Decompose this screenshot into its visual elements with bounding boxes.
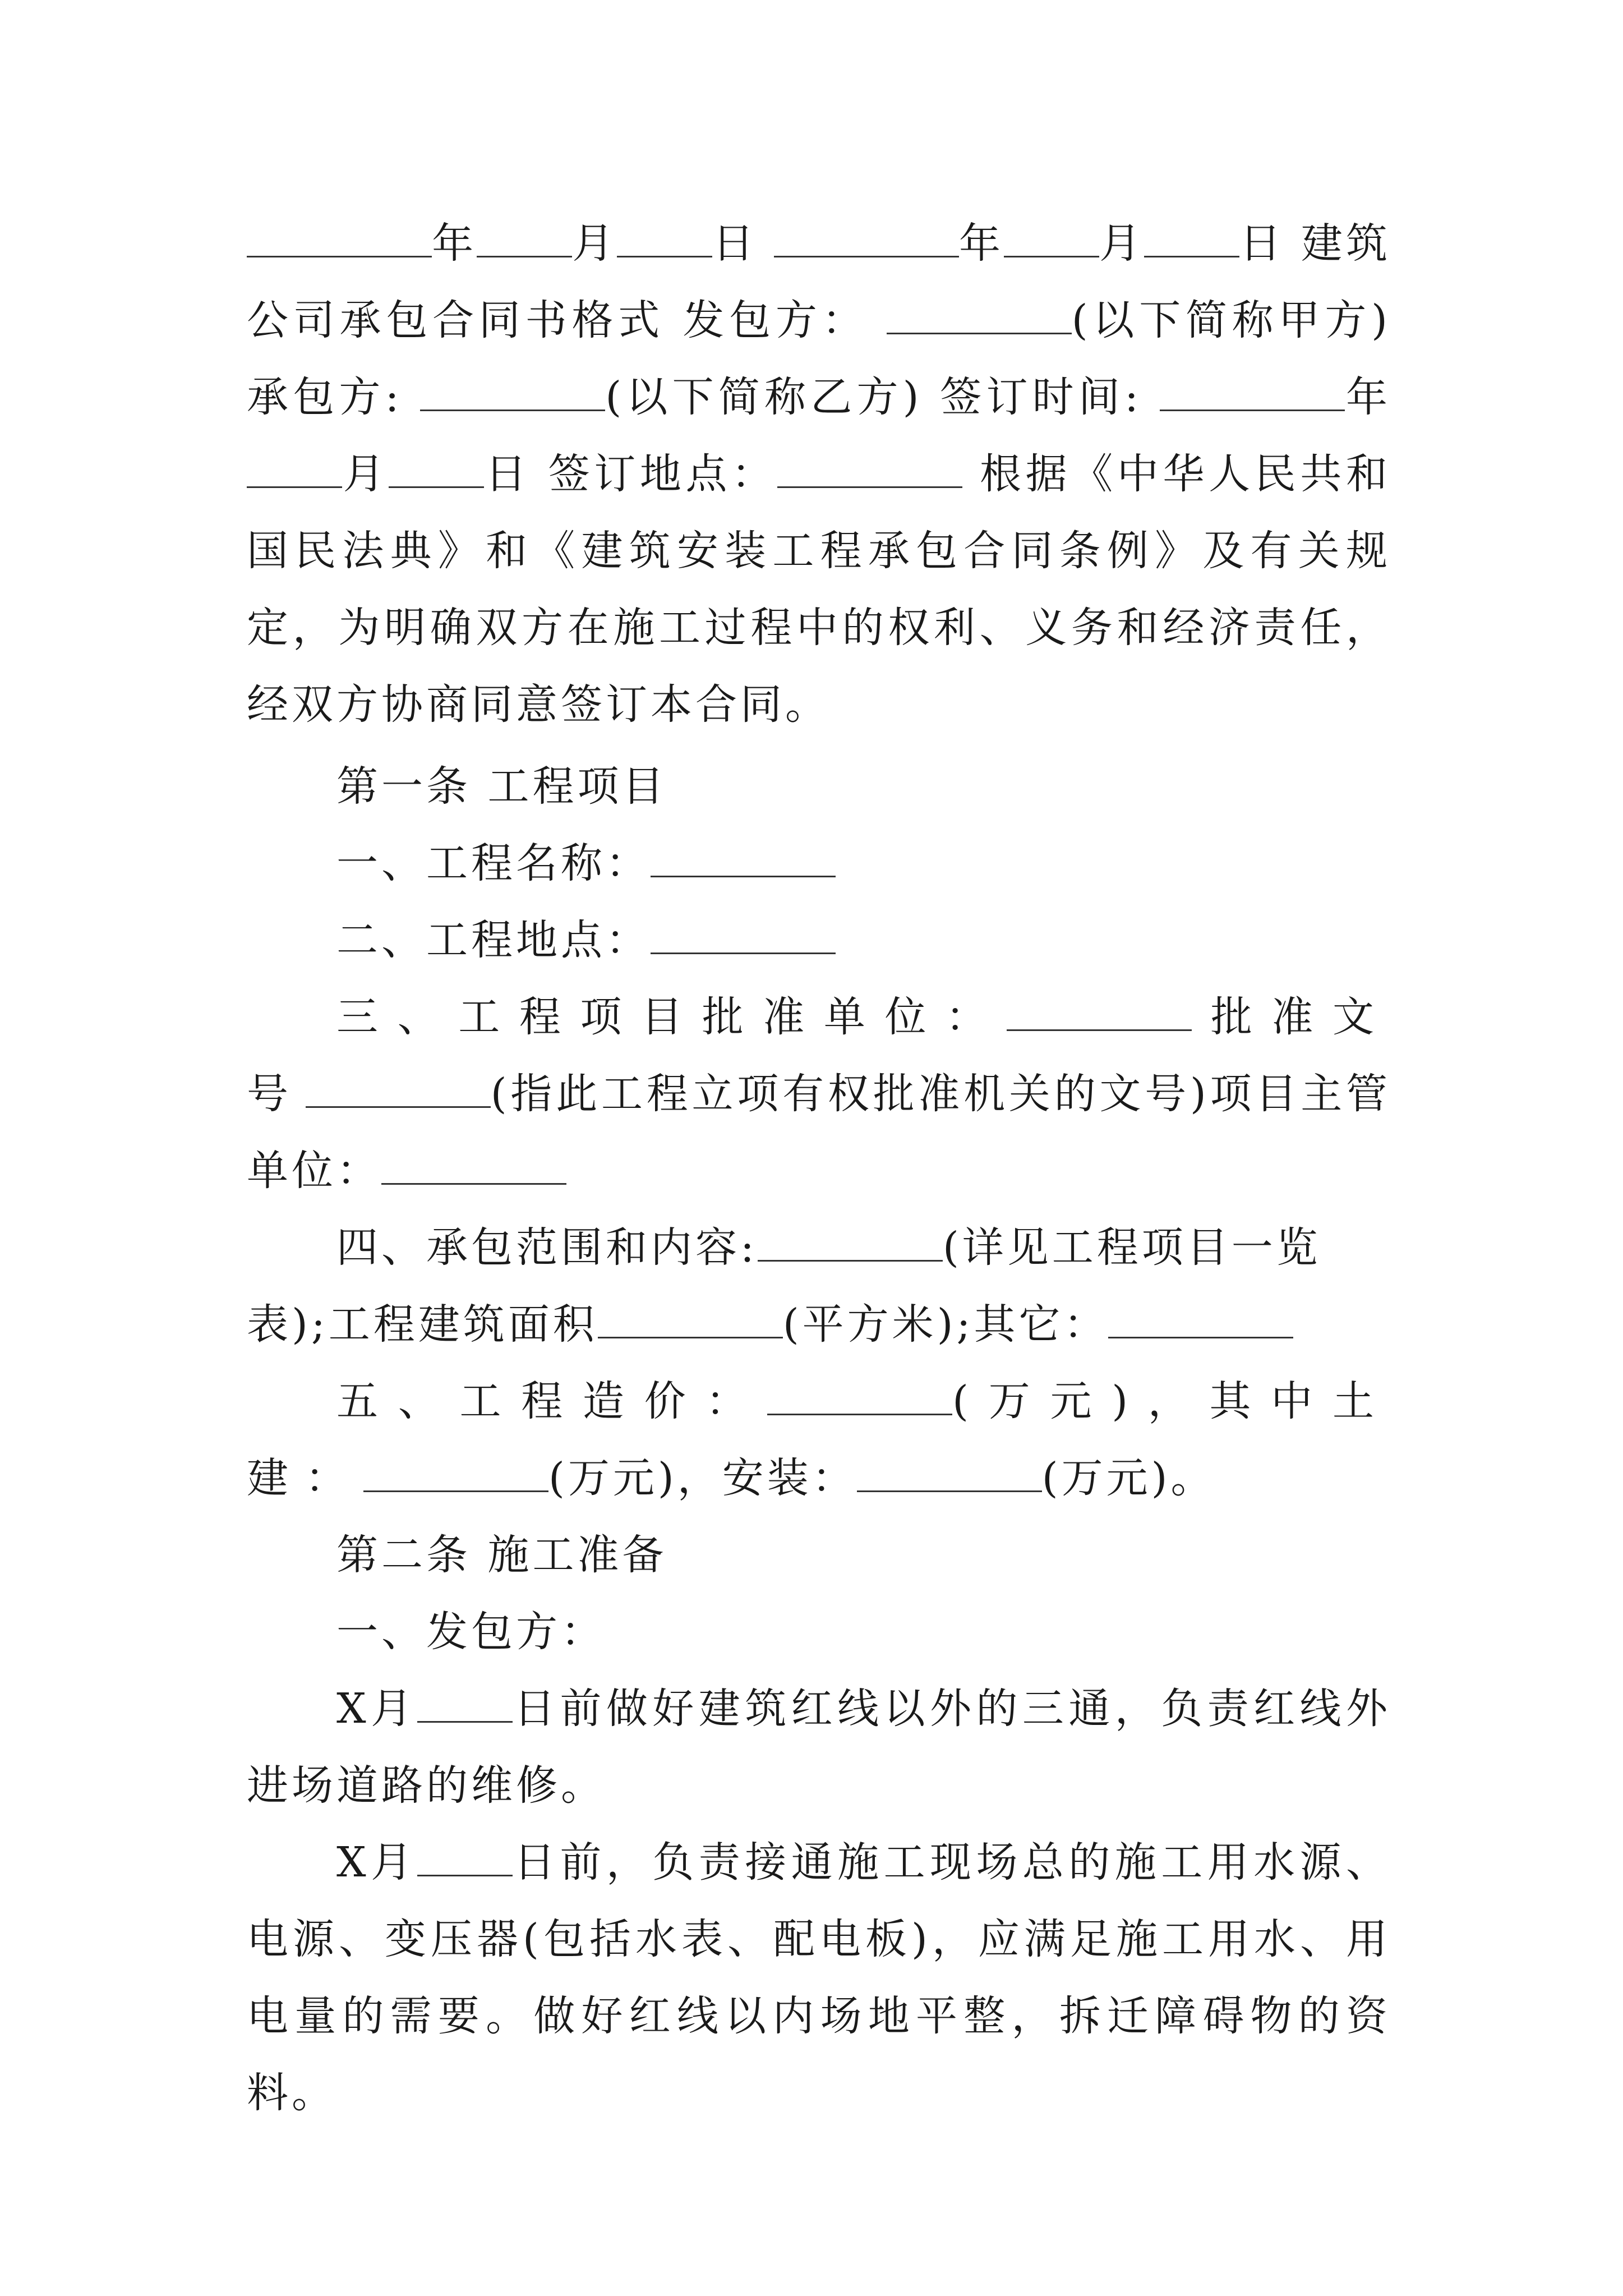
field-label: 五、工程造价： [336,1377,768,1425]
blank-field [1004,222,1099,257]
project-name-line [247,825,1391,902]
blank-field [887,299,1072,334]
blank-field [1108,1303,1293,1338]
field-label: (万元)。 [1041,1454,1216,1502]
intro-text: 根据《中华人民共和国民法典》和《建筑安装工程承包合同条例》及有关规定，为明确双方在施工过程中的权利、义务和经济责任，经双方协商同意签订本合同。 [247,450,1391,729]
field-label: 二、工程地点： [336,916,651,964]
blank-field [774,222,959,257]
blank-field [417,1841,513,1876]
blank-field [651,842,836,877]
scope-line [247,1209,1391,1363]
prep-paragraph [247,1671,1391,1824]
intro-text: 月 [572,219,617,268]
article-heading: 第一条 工程项目 [336,762,667,811]
intro-text: 日 建筑公司承包合同书格式 发包方： [247,219,1391,344]
blank-field [651,919,836,954]
intro-text: 月 [1099,219,1145,268]
paragraph-text: 日前做好建筑红线以外的三通，负责红线外进场道路的维修。 [247,1685,1391,1810]
field-label: (详见工程项目一览表);工程建筑面积 [247,1223,1321,1349]
blank-field [417,1687,513,1723]
blank-field [363,1457,548,1492]
intro-text: 年 [1344,373,1391,421]
blank-field [389,453,484,488]
approval-unit-line [247,979,1391,1209]
blank-field [420,376,605,411]
contract-intro [247,205,1391,743]
intro-text: (以下简称乙方) 签订时间: [605,373,1142,421]
intro-text: 年 [958,219,1004,268]
blank-field [247,453,342,488]
blank-field [477,222,572,257]
blank-field [1007,996,1192,1031]
field-label: 四、承包范围和内容: [336,1223,758,1272]
intro-text: 年 [432,219,477,268]
prep-paragraph [247,1824,1391,2132]
field-label: 一、工程名称： [336,839,651,887]
blank-field [306,1073,491,1108]
blank-field [1160,376,1345,411]
paragraph-text: 日前，负责接通施工现场总的施工用水源、电源、变压器(包括水表、配电板)，应满足施工用水、用电量的需要。做好红线以内场地平整，拆迁障碍物的资料。 [247,1838,1391,2117]
blank-field [617,222,712,257]
blank-field [1144,222,1239,257]
intro-text: 月 [342,450,389,498]
blank-field [857,1457,1042,1492]
blank-field [247,222,432,257]
cost-line [247,1363,1391,1517]
blank-field [758,1226,943,1262]
intro-text: 日 [712,219,758,268]
field-label: X月 [336,1838,417,1887]
field-label: 三、工程项目批准单位： [336,993,1007,1041]
field-label: (万元)，其中土建： [247,1377,1391,1502]
field-label: (万元)，安装： [548,1454,857,1502]
blank-field [381,1149,566,1185]
project-location-line [247,902,1391,979]
blank-field [777,453,962,488]
intro-text: (以下简称甲方) 承包方: [247,296,1391,421]
intro-text: 日 签订地点： [484,450,777,498]
article-heading: 第二条 施工准备 [336,1531,667,1579]
field-label: (指此工程立项有权批准机关的文号)项目主管单位： [247,1070,1391,1195]
blank-field [767,1380,952,1415]
blank-field [598,1303,783,1338]
sub-heading: 一、发包方： [336,1608,606,1656]
field-label: 批准文号 [247,993,1391,1118]
field-label: (平方米);其它： [782,1300,1109,1349]
field-label: X月 [336,1685,417,1733]
